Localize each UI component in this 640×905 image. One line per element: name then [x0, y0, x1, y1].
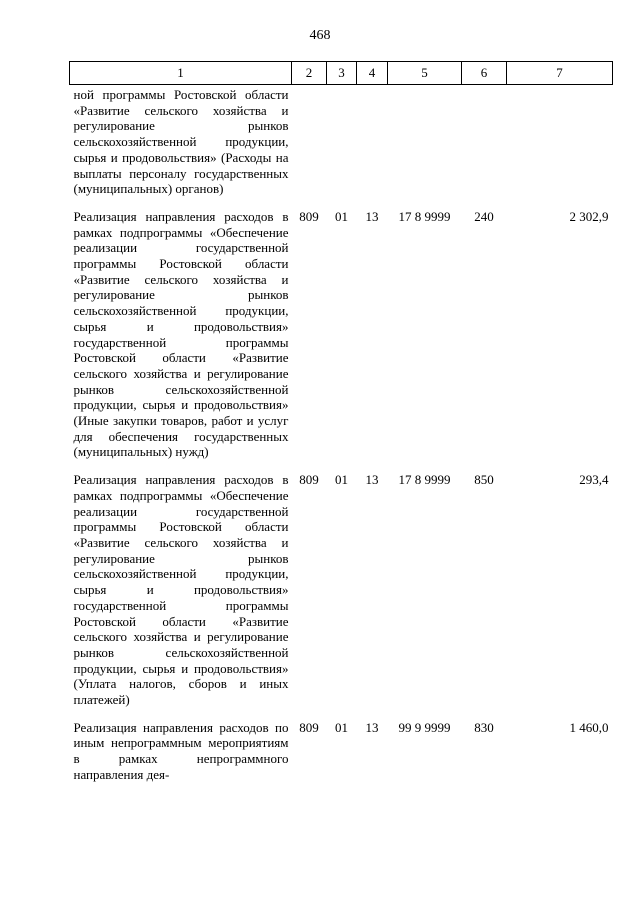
- column-header: 6: [462, 62, 507, 85]
- expense-type-code: 240: [474, 208, 494, 224]
- subsection-code: 13: [365, 719, 379, 735]
- row-description: Реализация направления расходов в рамках подпрограммы «Обеспечение реализации государственной программы Ростовской области «Развитие сельского хозяйства и регулирование рынков сельскохозяйственной продукции, сырья и продовольствия» государственной программы Ростовской области «Развитие сельского хозяйства и регулирование рынков сельскохозяйственной продукции, сырья и продовольствия» (Иные закупки товаров, работ и услуг для обеспечения государственных (муниципальных) нужд): [73, 208, 289, 460]
- table-row: [70, 720, 613, 783]
- column-header: 2: [292, 62, 327, 85]
- subsection-code: 13: [365, 472, 379, 488]
- amount: 293,4: [579, 472, 609, 488]
- amount: [507, 85, 613, 209]
- amount: 2 302,9: [569, 208, 609, 224]
- table-row: [70, 209, 613, 472]
- table-header-row: [70, 62, 613, 85]
- ministry-code: [292, 85, 327, 209]
- table-row: [70, 85, 613, 209]
- target-article-code: 17 8 9999: [398, 472, 451, 488]
- column-header: 4: [357, 62, 388, 85]
- amount: 1 460,0: [569, 719, 609, 735]
- section-code: 01: [335, 208, 348, 224]
- ministry-code: 809: [299, 208, 319, 224]
- row-description: ной программы Ростовской области «Развитие сельского хозяйства и регулирование рынков сельскохозяйственной продукции, сырья и продовольствия» (Расходы на выплаты персоналу государственных (муниципальных) органов): [73, 87, 289, 197]
- row-description: Реализация направления расходов в рамках подпрограммы «Обеспечение реализации государственной программы Ростовской области «Развитие сельского хозяйства и регулирование рынков сельскохозяйственной продукции, сырья и продовольствия» государственной программы Ростовской области «Развитие сельского хозяйства и регулирование рынков сельскохозяйственной продукции, сырья и продовольствия» (Уплата налогов, сборов и иных платежей): [73, 472, 289, 708]
- target-article-code: 17 8 9999: [398, 208, 451, 224]
- column-header: 5: [388, 62, 462, 85]
- row-description: Реализация направления расходов по иным непрограммным мероприятиям в рамках непрограммного направления дея-: [73, 719, 289, 782]
- target-article-code: 99 9 9999: [398, 719, 451, 735]
- target-article-code: [388, 85, 462, 209]
- column-header: 3: [327, 62, 357, 85]
- page-number: 468: [309, 28, 331, 43]
- subsection-code: 13: [365, 208, 379, 224]
- budget-table: [69, 61, 613, 783]
- expense-type-code: 850: [474, 472, 494, 488]
- ministry-code: 809: [299, 719, 319, 735]
- subsection-code: [357, 85, 388, 209]
- section-code: 01: [335, 719, 348, 735]
- section-code: 01: [335, 472, 348, 488]
- expense-type-code: 830: [474, 719, 494, 735]
- column-header: 7: [507, 62, 613, 85]
- ministry-code: 809: [299, 472, 319, 488]
- table-row: [70, 472, 613, 720]
- expense-type-code: [462, 85, 507, 209]
- column-header: 1: [70, 62, 292, 85]
- section-code: [327, 85, 357, 209]
